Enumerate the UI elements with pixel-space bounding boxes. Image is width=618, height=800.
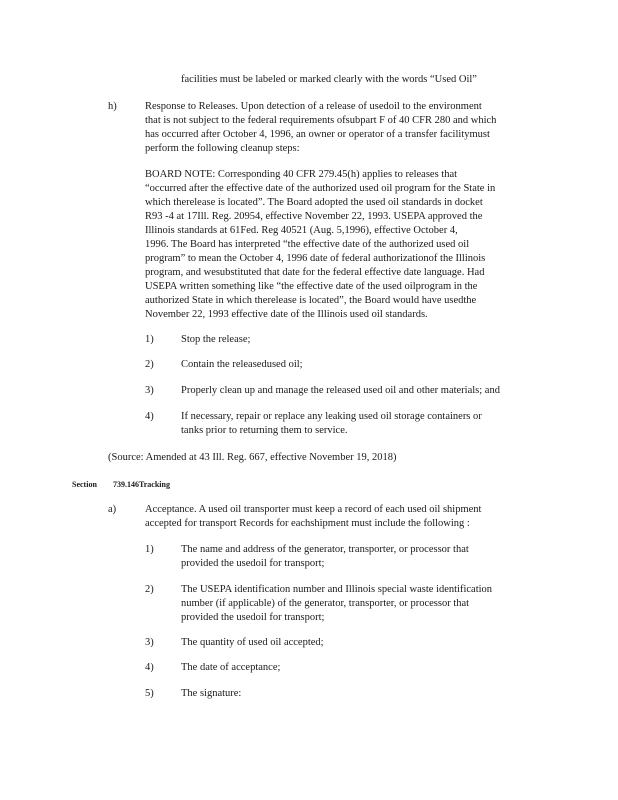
text-line: Response to Releases. Upon detection of a release of usedoil to the environment xyxy=(145,101,482,112)
board-note-line: program, and wesubstituted that date for the federal effective date language. Had xyxy=(145,267,485,278)
text-line: If necessary, repair or replace any leaking used oil storage containers or xyxy=(181,411,482,422)
list-marker: 1) xyxy=(145,334,154,345)
list-marker: 4) xyxy=(145,662,154,673)
text-line: Stop the release; xyxy=(181,334,251,345)
section-label: Section xyxy=(72,480,97,489)
text-line: Acceptance. A used oil transporter must keep a record of each used oil shipment xyxy=(145,504,482,515)
board-note-line: which therelease is located”. The Board adopted the used oil standards in docket xyxy=(145,197,483,208)
text-line: Properly clean up and manage the released used oil and other materials; and xyxy=(181,385,500,396)
board-note-line: “occurred after the effective date of the authorized used oil program for the State in xyxy=(145,183,496,194)
board-note-line: 1996. The Board has interpreted “the effective date of the authorized used oil xyxy=(145,239,470,250)
text-line: accepted for transport Records for eachshipment must include the following : xyxy=(145,518,470,529)
list-marker: h) xyxy=(108,101,117,112)
board-note-line: BOARD NOTE: Corresponding 40 CFR 279.45(h) applies to releases that xyxy=(145,169,458,180)
board-note-line: R93 -4 at 17Ill. Reg. 20954, effective November 22, 1993. USEPA approved the xyxy=(145,211,483,222)
board-note-line: authorized State in which therelease is located”, the Board would have usedthe xyxy=(145,295,477,306)
list-marker: 1) xyxy=(145,544,154,555)
list-marker: 3) xyxy=(145,637,154,648)
section-heading: 739.146Tracking xyxy=(113,480,170,489)
list-marker: a) xyxy=(108,504,117,515)
board-note-line: November 22, 1993 effective date of the Illinois used oil standards. xyxy=(145,309,428,320)
board-note-line: Illinois standards at 61Fed. Reg 40521 (Aug. 5,1996), effective October 4, xyxy=(145,225,458,236)
text-line: facilities must be labeled or marked clearly with the words “Used Oil” xyxy=(181,74,477,85)
text-line: that is not subject to the federal requirements ofsubpart F of 40 CFR 280 and which xyxy=(145,115,497,126)
text-line: perform the following cleanup steps: xyxy=(145,143,300,154)
text-line: provided the usedoil for transport; xyxy=(181,558,325,569)
list-marker: 2) xyxy=(145,359,154,370)
text-line: provided the usedoil for transport; xyxy=(181,612,325,623)
text-line: tanks prior to returning them to service. xyxy=(181,425,348,436)
text-line: The USEPA identification number and Illinois special waste identification xyxy=(181,584,493,595)
text-line: The name and address of the generator, transporter, or processor that xyxy=(181,544,469,555)
board-note-line: program” to mean the October 4, 1996 date of federal authorizationof the Illinois xyxy=(145,253,486,264)
text-line: The signature: xyxy=(181,688,242,699)
text-line: has occurred after October 4, 1996, an owner or operator of a transfer facilitymust xyxy=(145,129,490,140)
list-marker: 3) xyxy=(145,385,154,396)
text-line: number (if applicable) of the generator, transporter, or processor that xyxy=(181,598,470,609)
list-marker: 4) xyxy=(145,411,154,422)
text-line: Contain the releasedused oil; xyxy=(181,359,303,370)
list-marker: 2) xyxy=(145,584,154,595)
source-note: (Source: Amended at 43 Ill. Reg. 667, effective November 19, 2018) xyxy=(108,452,397,463)
list-marker: 5) xyxy=(145,688,154,699)
text-line: The quantity of used oil accepted; xyxy=(181,637,324,648)
text-line: The date of acceptance; xyxy=(181,662,281,673)
board-note-line: USEPA written something like “the effective date of the used oilprogram in the xyxy=(145,281,478,292)
